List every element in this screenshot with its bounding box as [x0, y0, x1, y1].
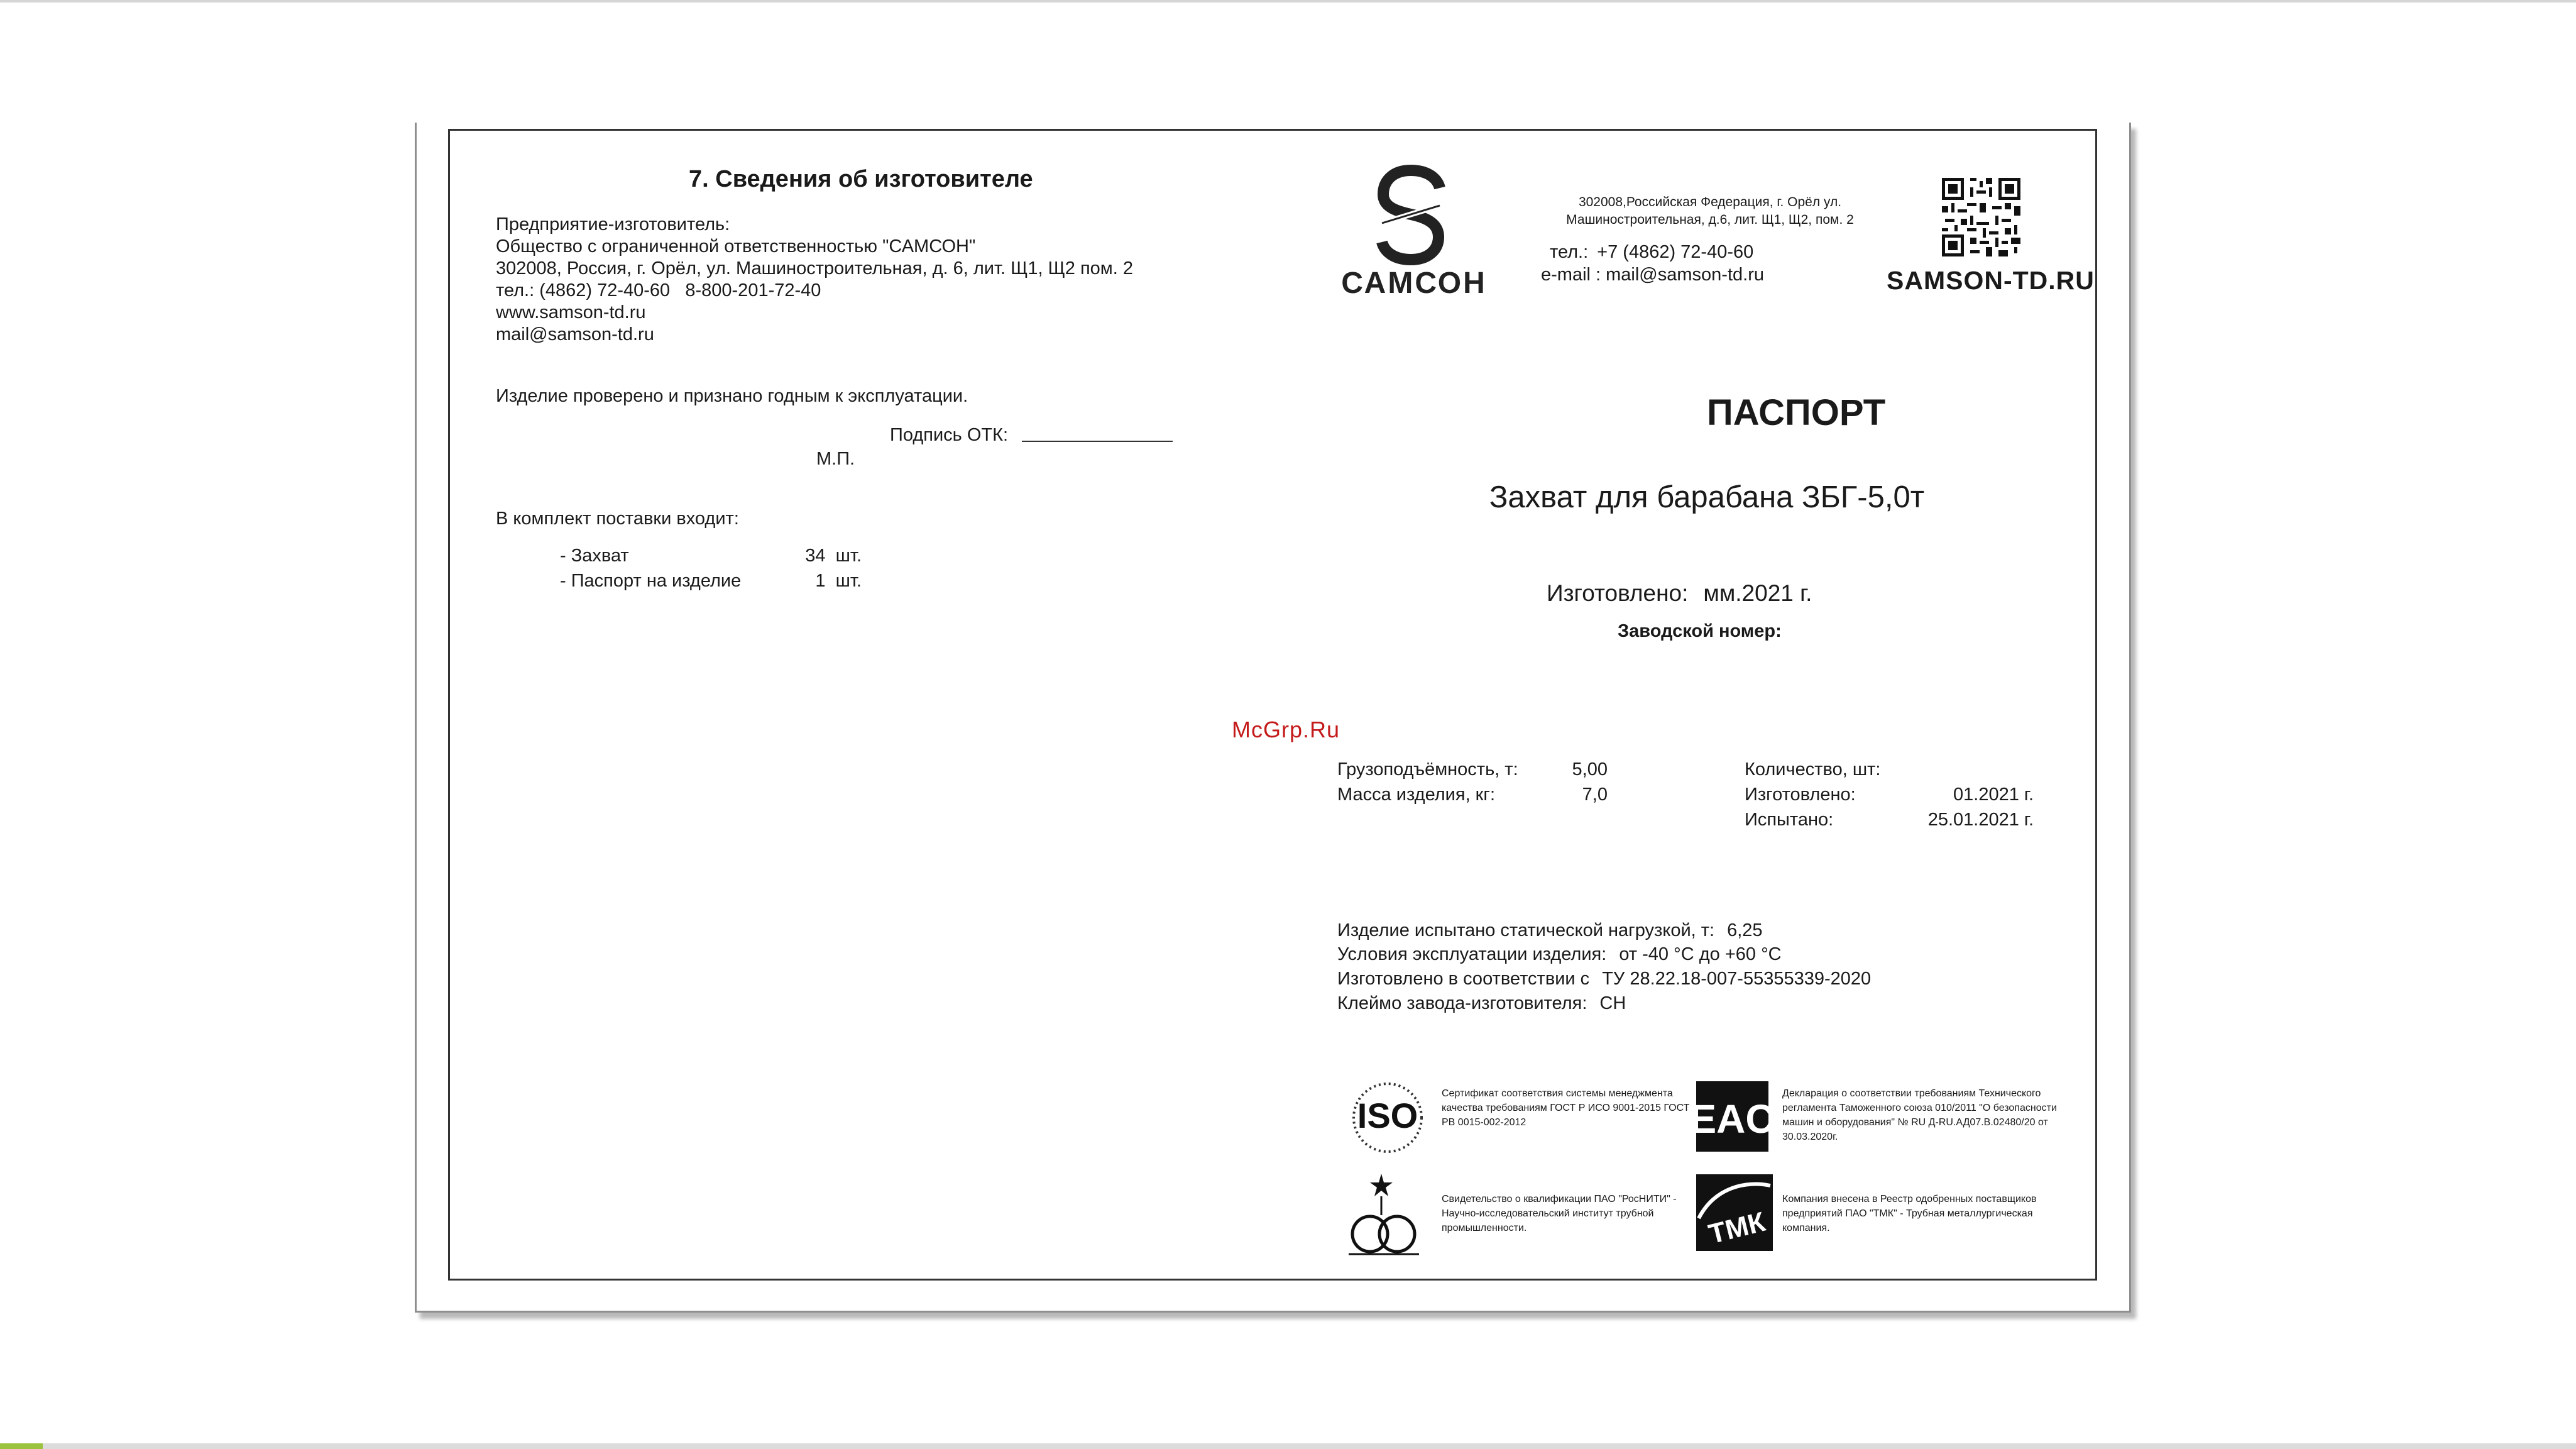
manufacturer-line: 302008, Россия, г. Орёл, ул. Машиностроительная, д. 6, лит. Щ1, Щ2 пом. 2	[496, 258, 1133, 278]
detail-stamp	[1337, 993, 1626, 1014]
manufactured-date	[1547, 580, 1812, 607]
signature-line	[1022, 424, 1173, 442]
section-title: 7. Сведения об изготовителе	[689, 166, 1033, 192]
stamp-label: М.П.	[816, 449, 855, 469]
kit-item-qty: 1 шт.	[815, 571, 862, 591]
spec-made	[1745, 785, 2034, 805]
header-phone	[1550, 241, 1764, 263]
spec-value: 01.2021 г.	[1953, 785, 2034, 805]
phone-value: +7 (4862) 72-40-60	[1597, 242, 1754, 262]
spec-label: Испытано:	[1745, 810, 1834, 830]
manufacturer-line: Предприятие-изготовитель:	[496, 214, 730, 234]
certificate-text: Свидетельство о квалификации ПАО "РосНИТИ" - Научно-исследовательский институт трубной промышленности.	[1442, 1194, 1677, 1233]
detail-label: Изготовлено в соответствии с	[1337, 969, 1590, 989]
kit-item-name: - Захват	[560, 546, 629, 566]
manufacturer-line: www.samson-td.ru	[496, 302, 646, 322]
spec-quantity	[1745, 759, 1880, 780]
manufactured-label: Изготовлено:	[1547, 580, 1689, 606]
top-rule	[0, 0, 2576, 3]
spec-value: 7,0	[1582, 785, 1608, 805]
detail-value: СН	[1599, 993, 1626, 1013]
detail-label: Изделие испытано статической нагрузкой, т:	[1337, 920, 1715, 940]
certificate-text: Декларация о соответствии требованиям Технического регламента Таможенного союза 010/2011 "О безопасности машин и оборудования" № RU Д-RU.АД07.В.02480/20 от 30.03.2020г.	[1782, 1088, 2057, 1142]
kit-title: В комплект поставки входит:	[496, 509, 739, 529]
manufacturer-line: Общество с ограниченной ответственностью "САМСОН"	[496, 236, 976, 256]
spec-value: 25.01.2021 г.	[1927, 810, 2034, 830]
header-contacts	[1541, 241, 1764, 286]
kit-item-name: - Паспорт на изделие	[560, 571, 742, 591]
manufactured-value: мм.2021 г.	[1703, 580, 1812, 606]
spec-label: Масса изделия, кг:	[1337, 785, 1496, 805]
passport-title: ПАСПОРТ	[1707, 392, 1886, 433]
samson-logo-icon	[1373, 165, 1449, 266]
spec-tested	[1745, 810, 2034, 830]
eac-logo-icon	[1689, 1081, 1775, 1152]
header-address: 302008,Российская Федерация, г. Орёл ул. Машиностроительная, д.6, лит. Щ1, Щ2, пом. 2	[1566, 195, 1854, 227]
detail-value: от -40 °С до +60 °С	[1619, 944, 1782, 964]
site-url: SAMSON-TD.RU	[1887, 266, 2095, 295]
spec-label: Грузоподъёмность, т:	[1337, 759, 1518, 780]
manufacturer-line: тел.: (4862) 72-40-60 8-800-201-72-40	[496, 280, 821, 300]
detail-conditions	[1337, 944, 1782, 965]
corner-mark	[0, 1443, 43, 1449]
manufacturer-block	[496, 214, 1133, 346]
spec-mass	[1337, 785, 1608, 805]
rosniti-logo-icon	[1344, 1171, 1425, 1256]
otk-signature-label: Подпись ОТК:	[890, 425, 1009, 445]
page-frame	[448, 129, 2097, 1281]
qr-code-icon	[1942, 178, 2020, 256]
iso-logo-icon	[1344, 1080, 1432, 1155]
serial-number-label: Заводской номер:	[1618, 621, 1782, 641]
otk-signature	[890, 424, 1173, 446]
kit-item	[560, 546, 862, 566]
iso-logo-text: ISO	[1357, 1096, 1418, 1135]
eac-logo-text: EAC	[1689, 1096, 1775, 1142]
spec-label: Количество, шт:	[1745, 759, 1881, 780]
phone-label: тел.:	[1550, 242, 1589, 262]
detail-standard	[1337, 969, 1871, 989]
certificate-text: Сертификат соответствия системы менеджмента качества требованиям ГОСТ Р ИСО 9001-2015 ГОСТ РВ 0015-002-2012	[1442, 1088, 1690, 1128]
header-email	[1541, 263, 1764, 286]
document-page	[415, 123, 2131, 1313]
watermark: McGrp.Ru	[1232, 717, 1340, 742]
kit-item	[560, 571, 862, 592]
email-label: e-mail :	[1541, 265, 1601, 285]
detail-value: 6,25	[1727, 920, 1763, 940]
email-value: mail@samson-td.ru	[1606, 265, 1764, 285]
spec-label: Изготовлено:	[1745, 785, 1856, 805]
detail-label: Клеймо завода-изготовителя:	[1337, 993, 1587, 1013]
tmk-logo-text: ТМК	[1706, 1206, 1768, 1250]
manufacturer-line: mail@samson-td.ru	[496, 324, 654, 344]
tmk-logo-icon	[1696, 1174, 1773, 1251]
product-name: Захват для барабана ЗБГ-5,0т	[1489, 480, 1925, 514]
checked-statement: Изделие проверено и признано годным к эксплуатации.	[496, 386, 968, 406]
spec-value: 5,00	[1572, 759, 1608, 780]
samson-logo	[1337, 165, 1500, 316]
detail-test-load	[1337, 920, 1763, 941]
kit-item-qty: 34 шт.	[805, 546, 862, 566]
detail-label: Условия эксплуатации изделия:	[1337, 944, 1607, 964]
spec-capacity	[1337, 759, 1608, 780]
certificate-text: Компания внесена в Реестр одобренных поставщиков предприятий ПАО "ТМК" - Трубная металлургическая компания.	[1782, 1194, 2037, 1233]
bottom-rule	[0, 1443, 2576, 1449]
logo-text: САМСОН	[1341, 267, 1487, 300]
detail-value: ТУ 28.22.18-007-55355339-2020	[1602, 969, 1872, 989]
